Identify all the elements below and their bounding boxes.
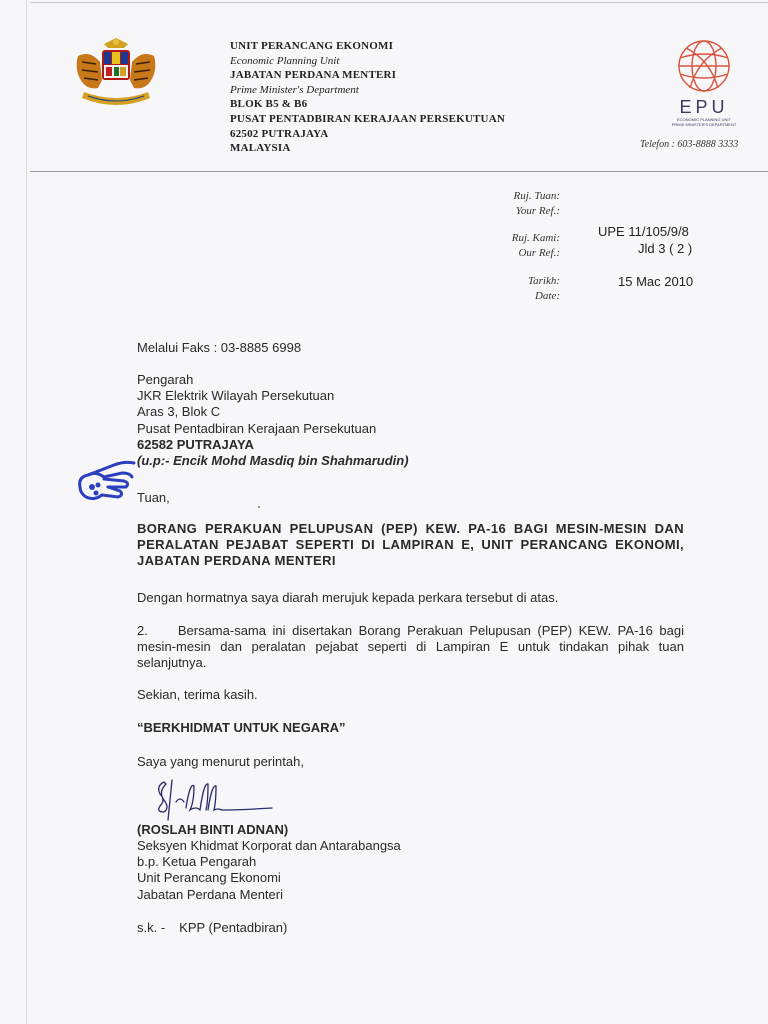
motto: “BERKHIDMAT UNTUK NEGARA” [137, 720, 346, 735]
letterhead-divider [30, 171, 768, 172]
your-ref-label-ms: Ruj. Tuan: [513, 190, 560, 202]
paragraph-2 [137, 623, 684, 672]
signatory-title-line: Seksyen Khidmat Korporat dan Antarabangsa [137, 838, 401, 853]
org-line: MALAYSIA [230, 142, 291, 155]
pointing-hand-stamp-icon [74, 455, 142, 507]
signatory-title-line: Unit Perancang Ekonomi [137, 870, 281, 886]
date-label-ms: Tarikh: [528, 275, 560, 287]
recipient-city: 62582 PUTRAJAYA [137, 436, 254, 452]
fax-line: Melalui Faks : 03-8885 6998 [137, 340, 302, 355]
signatory-title-line: Jabatan Perdana Menteri [137, 886, 283, 902]
salutation: Tuan, [137, 490, 170, 505]
speck [258, 506, 260, 508]
your-ref-label [500, 189, 560, 219]
recipient-line: Pengarah [137, 372, 194, 387]
date-label-en: Date: [534, 290, 560, 302]
our-ref-label-ms: Ruj. Kami: [511, 232, 560, 244]
yours-faithfully: Saya yang menurut perintah, [137, 754, 304, 769]
our-ref-volume: Jld 3 ( 2 ) [638, 241, 693, 256]
org-line: Economic Planning Unit [230, 54, 340, 67]
epu-logo [660, 38, 750, 130]
page-edge [26, 0, 27, 1024]
recipient-block [137, 372, 409, 469]
paragraph-2-number: 2. [137, 623, 148, 638]
subject-line: BORANG PERAKUAN PELUPUSAN (PEP) KEW. PA-16 BAGI MESIN-MESIN DAN PERALATAN PEJABAT SEPERTI DI LAMPIRAN E, UNIT PERANCANG EKONOMI, JABATAN PERDANA MENTERI [137, 521, 684, 569]
our-ref-label-en: Our Ref.: [518, 247, 560, 259]
org-line: Prime Minister's Department [230, 83, 359, 96]
org-address-block [230, 39, 505, 156]
recipient-line: Pusat Pentadbiran Kerajaan Persekutuan [137, 420, 377, 436]
telephone-line: Telefon : 603-8888 3333 [640, 139, 739, 150]
cc-value: KPP (Pentadbiran) [179, 920, 288, 935]
cc-label: s.k. - [137, 920, 166, 935]
handwritten-signature [150, 772, 280, 828]
attention-line: (u.p:- Encik Mohd Masdiq bin Shahmarudin) [137, 453, 409, 469]
epu-logo-text: EPU [679, 97, 729, 117]
cc-line [137, 920, 287, 936]
top-rule [30, 2, 768, 3]
our-ref-label [500, 231, 560, 261]
org-line: 62502 PUTRAJAYA [230, 127, 329, 140]
org-line: PUSAT PENTADBIRAN KERAJAAN PERSEKUTUAN [230, 112, 505, 125]
closing-line: Sekian, terima kasih. [137, 687, 258, 702]
your-ref-label-en: Your Ref.: [515, 205, 560, 217]
org-line: UNIT PERANCANG EKONOMI [230, 40, 394, 52]
signatory-title-line: b.p. Ketua Pengarah [137, 854, 257, 870]
epu-logo-subtext: PRIME MINISTER'S DEPARTMENT [671, 122, 737, 127]
coat-of-arms-icon [68, 36, 164, 116]
date-value: 15 Mac 2010 [618, 274, 694, 289]
date-label [500, 274, 560, 304]
org-line: JABATAN PERDANA MENTERI [230, 69, 397, 82]
signatory-name: (ROSLAH BINTI ADNAN) [137, 822, 289, 837]
recipient-line: JKR Elektrik Wilayah Persekutuan [137, 388, 335, 404]
signatory-titles [137, 838, 401, 903]
paragraph-1: Dengan hormatnya saya diarah merujuk kepada perkara tersebut di atas. [137, 590, 559, 605]
paragraph-2-text: Bersama-sama ini disertakan Borang Perakuan Pelupusan (PEP) KEW. PA-16 bagi mesin-mesin dan peralatan pejabat seperti di Lampiran E untuk tindakan pihak tuan selanjutnya. [137, 623, 684, 671]
our-ref-value: UPE 11/105/9/8 [598, 224, 689, 239]
recipient-line: Aras 3, Blok C [137, 404, 221, 420]
org-line: BLOK B5 & B6 [230, 98, 308, 111]
epu-logo-subtext: ECONOMIC PLANNING UNIT [676, 117, 732, 122]
